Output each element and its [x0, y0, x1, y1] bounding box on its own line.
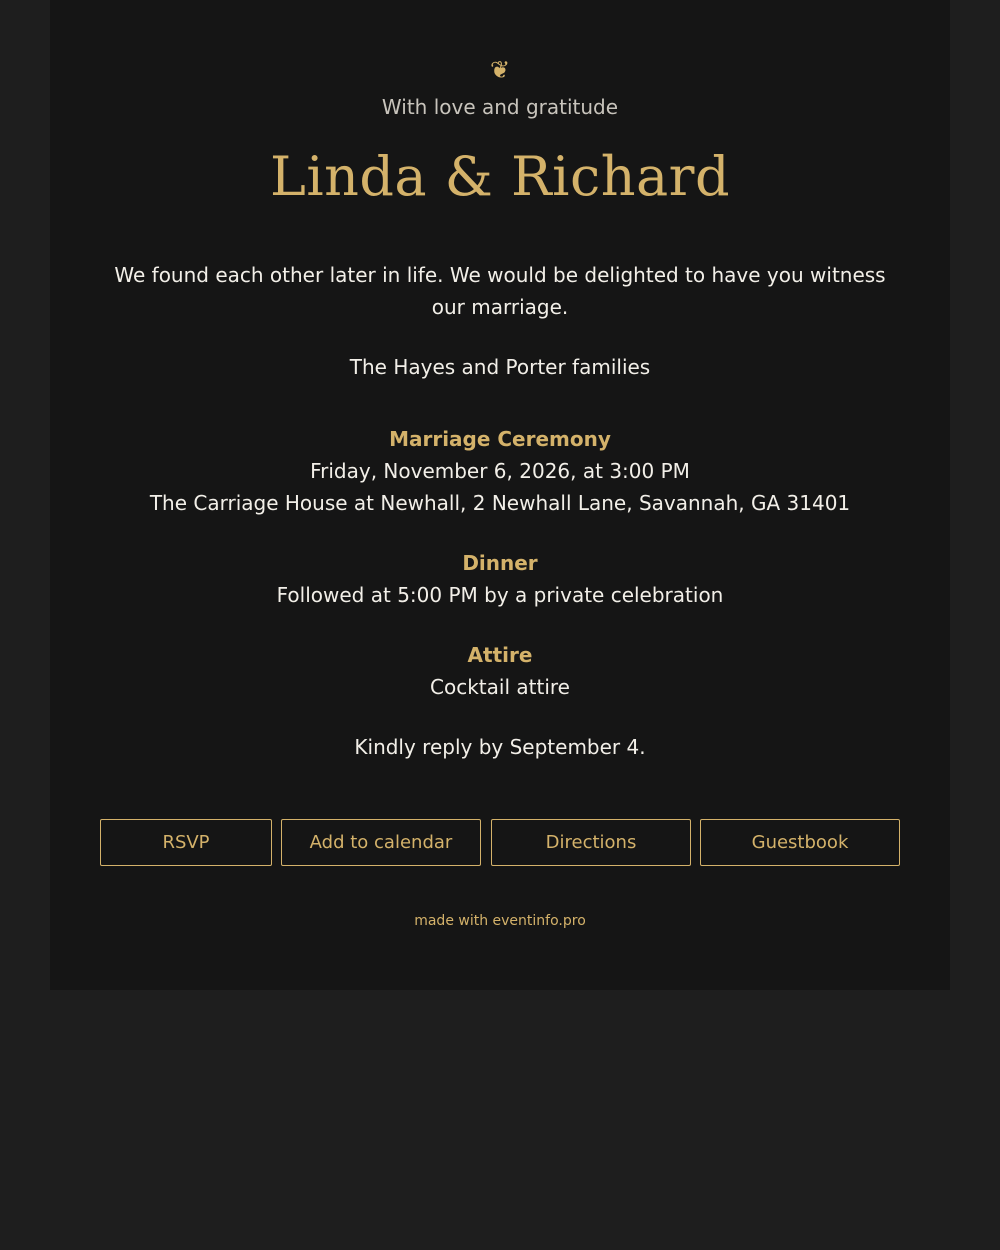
ceremony-heading: Marriage Ceremony — [389, 427, 611, 451]
reply-deadline: Kindly reply by September 4. — [354, 735, 646, 759]
floral-heart-icon: ❦ — [489, 56, 511, 84]
host-families: The Hayes and Porter families — [349, 355, 651, 379]
dinner-section — [50, 547, 950, 611]
guestbook-button[interactable]: Guestbook — [700, 819, 900, 866]
invitation-card — [50, 0, 950, 990]
add-to-calendar-button[interactable]: Add to calendar — [281, 819, 481, 866]
attire-details: Cocktail attire — [430, 675, 570, 699]
ceremony-location: The Carriage House at Newhall, 2 Newhall Lane, Savannah, GA 31401 — [149, 491, 851, 515]
dinner-details: Followed at 5:00 PM by a private celebration — [276, 583, 724, 607]
directions-button[interactable]: Directions — [491, 819, 691, 866]
rsvp-button[interactable]: RSVP — [100, 819, 272, 866]
ceremony-section — [50, 423, 950, 519]
footer — [50, 911, 950, 931]
footer-link[interactable]: made with eventinfo.pro — [414, 913, 586, 929]
attire-section — [50, 639, 950, 703]
dinner-heading: Dinner — [462, 551, 538, 575]
attire-heading: Attire — [467, 643, 533, 667]
couple-names: Linda & Richard — [269, 145, 731, 208]
intro-text: We found each other later in life. We would be delighted to have you witness our marriage. — [114, 263, 886, 319]
tagline: With love and gratitude — [381, 95, 619, 119]
ceremony-datetime: Friday, November 6, 2026, at 3:00 PM — [310, 459, 690, 483]
